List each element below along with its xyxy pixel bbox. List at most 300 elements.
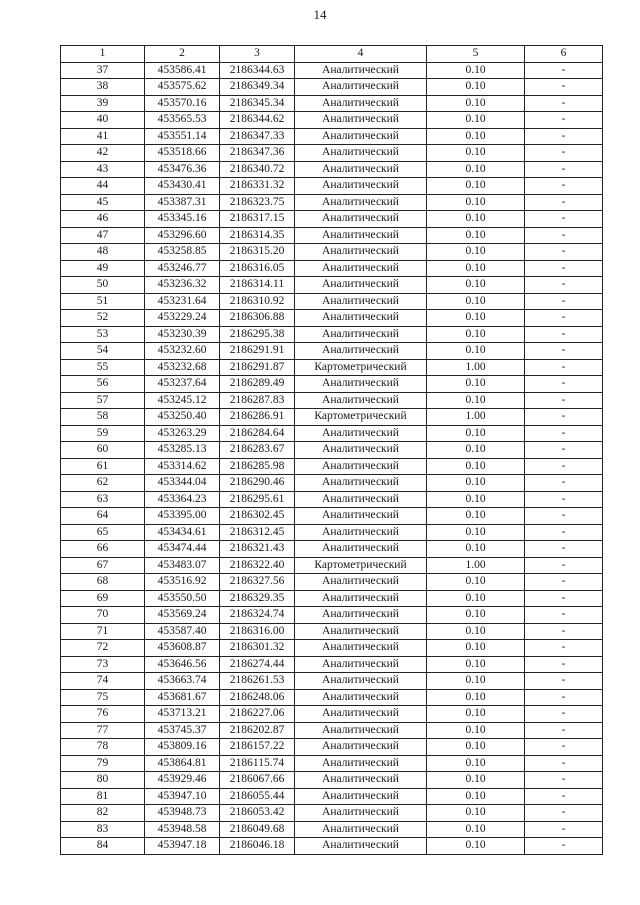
method-cell: Аналитический [295,194,427,211]
method-cell: Аналитический [295,178,427,195]
point-number-cell: 81 [61,788,145,805]
y-coordinate-cell: 2186324.74 [220,607,295,624]
y-coordinate-cell: 2186344.63 [220,62,295,79]
accuracy-cell: 0.10 [427,145,525,162]
description-cell: - [525,706,603,723]
accuracy-cell: 0.10 [427,821,525,838]
y-coordinate-cell: 2186315.20 [220,244,295,261]
table-row [61,821,603,838]
description-cell: - [525,491,603,508]
y-coordinate-cell: 2186301.32 [220,640,295,657]
method-cell: Аналитический [295,244,427,261]
point-number-cell: 50 [61,277,145,294]
accuracy-cell: 0.10 [427,706,525,723]
x-coordinate-cell: 453745.37 [145,722,220,739]
y-coordinate-cell: 2186291.91 [220,343,295,360]
table-row [61,359,603,376]
table-row [61,95,603,112]
method-cell: Аналитический [295,656,427,673]
table-row [61,706,603,723]
accuracy-cell: 0.10 [427,458,525,475]
table-row [61,623,603,640]
table-row [61,557,603,574]
x-coordinate-cell: 453947.18 [145,838,220,855]
x-coordinate-cell: 453434.61 [145,524,220,541]
method-cell: Аналитический [295,376,427,393]
table-row [61,343,603,360]
point-number-cell: 56 [61,376,145,393]
method-cell: Аналитический [295,277,427,294]
description-cell: - [525,194,603,211]
accuracy-cell: 0.10 [427,376,525,393]
accuracy-cell: 0.10 [427,161,525,178]
point-number-cell: 53 [61,326,145,343]
method-cell: Аналитический [295,293,427,310]
method-cell: Аналитический [295,541,427,558]
accuracy-cell: 0.10 [427,178,525,195]
point-number-cell: 82 [61,805,145,822]
point-number-cell: 62 [61,475,145,492]
accuracy-cell: 0.10 [427,656,525,673]
accuracy-cell: 1.00 [427,409,525,426]
table-row [61,541,603,558]
accuracy-cell: 0.10 [427,244,525,261]
accuracy-cell: 0.10 [427,128,525,145]
point-number-cell: 61 [61,458,145,475]
x-coordinate-cell: 453229.24 [145,310,220,327]
point-number-cell: 42 [61,145,145,162]
method-cell: Аналитический [295,673,427,690]
y-coordinate-cell: 2186329.35 [220,590,295,607]
description-cell: - [525,574,603,591]
x-coordinate-cell: 453231.64 [145,293,220,310]
method-cell: Аналитический [295,79,427,96]
description-cell: - [525,376,603,393]
accuracy-cell: 0.10 [427,227,525,244]
description-cell: - [525,788,603,805]
y-coordinate-cell: 2186287.83 [220,392,295,409]
y-coordinate-cell: 2186115.74 [220,755,295,772]
description-cell: - [525,244,603,261]
point-number-cell: 64 [61,508,145,525]
method-cell: Аналитический [295,425,427,442]
y-coordinate-cell: 2186283.67 [220,442,295,459]
accuracy-cell: 1.00 [427,557,525,574]
accuracy-cell: 0.10 [427,772,525,789]
accuracy-cell: 0.10 [427,673,525,690]
y-coordinate-cell: 2186284.64 [220,425,295,442]
point-number-cell: 58 [61,409,145,426]
accuracy-cell: 0.10 [427,343,525,360]
point-number-cell: 72 [61,640,145,657]
method-cell: Аналитический [295,574,427,591]
point-number-cell: 39 [61,95,145,112]
y-coordinate-cell: 2186314.35 [220,227,295,244]
table-row [61,326,603,343]
accuracy-cell: 0.10 [427,640,525,657]
accuracy-cell: 0.10 [427,722,525,739]
accuracy-cell: 0.10 [427,277,525,294]
y-coordinate-cell: 2186295.61 [220,491,295,508]
description-cell: - [525,689,603,706]
method-cell: Картометрический [295,359,427,376]
description-cell: - [525,656,603,673]
description-cell: - [525,128,603,145]
y-coordinate-cell: 2186291.87 [220,359,295,376]
description-cell: - [525,79,603,96]
table-row [61,79,603,96]
x-coordinate-cell: 453565.53 [145,112,220,129]
y-coordinate-cell: 2186302.45 [220,508,295,525]
description-cell: - [525,310,603,327]
method-cell: Аналитический [295,590,427,607]
table-row [61,524,603,541]
y-coordinate-cell: 2186046.18 [220,838,295,855]
x-coordinate-cell: 453364.23 [145,491,220,508]
x-coordinate-cell: 453663.74 [145,673,220,690]
y-coordinate-cell: 2186274.44 [220,656,295,673]
point-number-cell: 40 [61,112,145,129]
point-number-cell: 77 [61,722,145,739]
y-coordinate-cell: 2186331.32 [220,178,295,195]
point-number-cell: 41 [61,128,145,145]
table-row [61,722,603,739]
accuracy-cell: 0.10 [427,442,525,459]
y-coordinate-cell: 2186202.87 [220,722,295,739]
table-row [61,689,603,706]
method-cell: Аналитический [295,145,427,162]
method-cell: Аналитический [295,128,427,145]
table-row [61,805,603,822]
point-number-cell: 84 [61,838,145,855]
accuracy-cell: 0.10 [427,62,525,79]
accuracy-cell: 0.10 [427,425,525,442]
accuracy-cell: 0.10 [427,524,525,541]
description-cell: - [525,640,603,657]
point-number-cell: 66 [61,541,145,558]
column-header-6: 6 [525,46,603,63]
point-number-cell: 48 [61,244,145,261]
x-coordinate-cell: 453430.41 [145,178,220,195]
description-cell: - [525,557,603,574]
y-coordinate-cell: 2186157.22 [220,739,295,756]
point-number-cell: 55 [61,359,145,376]
x-coordinate-cell: 453476.36 [145,161,220,178]
method-cell: Аналитический [295,392,427,409]
table-row [61,491,603,508]
method-cell: Аналитический [295,442,427,459]
table-row [61,772,603,789]
y-coordinate-cell: 2186306.88 [220,310,295,327]
x-coordinate-cell: 453263.29 [145,425,220,442]
x-coordinate-cell: 453864.81 [145,755,220,772]
method-cell: Аналитический [295,95,427,112]
description-cell: - [525,772,603,789]
method-cell: Аналитический [295,722,427,739]
method-cell: Аналитический [295,772,427,789]
point-number-cell: 38 [61,79,145,96]
table-row [61,442,603,459]
point-number-cell: 45 [61,194,145,211]
x-coordinate-cell: 453236.32 [145,277,220,294]
table-row [61,128,603,145]
accuracy-cell: 0.10 [427,293,525,310]
y-coordinate-cell: 2186316.05 [220,260,295,277]
point-number-cell: 49 [61,260,145,277]
method-cell: Аналитический [295,343,427,360]
column-header-5: 5 [427,46,525,63]
x-coordinate-cell: 453395.00 [145,508,220,525]
method-cell: Аналитический [295,260,427,277]
x-coordinate-cell: 453551.14 [145,128,220,145]
table-row [61,409,603,426]
x-coordinate-cell: 453608.87 [145,640,220,657]
description-cell: - [525,227,603,244]
x-coordinate-cell: 453575.62 [145,79,220,96]
x-coordinate-cell: 453345.16 [145,211,220,228]
x-coordinate-cell: 453809.16 [145,739,220,756]
point-number-cell: 69 [61,590,145,607]
point-number-cell: 74 [61,673,145,690]
point-number-cell: 73 [61,656,145,673]
accuracy-cell: 0.10 [427,79,525,96]
point-number-cell: 70 [61,607,145,624]
description-cell: - [525,95,603,112]
accuracy-cell: 0.10 [427,310,525,327]
description-cell: - [525,475,603,492]
table-row [61,607,603,624]
y-coordinate-cell: 2186312.45 [220,524,295,541]
accuracy-cell: 0.10 [427,574,525,591]
table-row [61,194,603,211]
y-coordinate-cell: 2186349.34 [220,79,295,96]
x-coordinate-cell: 453232.60 [145,343,220,360]
y-coordinate-cell: 2186347.36 [220,145,295,162]
x-coordinate-cell: 453314.62 [145,458,220,475]
x-coordinate-cell: 453586.41 [145,62,220,79]
method-cell: Аналитический [295,62,427,79]
description-cell: - [525,409,603,426]
y-coordinate-cell: 2186327.56 [220,574,295,591]
y-coordinate-cell: 2186345.34 [220,95,295,112]
method-cell: Аналитический [295,706,427,723]
method-cell: Аналитический [295,739,427,756]
description-cell: - [525,392,603,409]
description-cell: - [525,508,603,525]
accuracy-cell: 0.10 [427,541,525,558]
method-cell: Аналитический [295,607,427,624]
point-number-cell: 83 [61,821,145,838]
method-cell: Аналитический [295,821,427,838]
table-row [61,755,603,772]
table-row [61,62,603,79]
table-row [61,475,603,492]
x-coordinate-cell: 453245.12 [145,392,220,409]
y-coordinate-cell: 2186055.44 [220,788,295,805]
method-cell: Аналитический [295,211,427,228]
x-coordinate-cell: 453237.64 [145,376,220,393]
description-cell: - [525,112,603,129]
table-row [61,310,603,327]
point-number-cell: 59 [61,425,145,442]
accuracy-cell: 0.10 [427,95,525,112]
accuracy-cell: 0.10 [427,838,525,855]
method-cell: Аналитический [295,508,427,525]
accuracy-cell: 0.10 [427,590,525,607]
method-cell: Картометрический [295,409,427,426]
y-coordinate-cell: 2186289.49 [220,376,295,393]
description-cell: - [525,277,603,294]
page-number: 14 [313,7,327,22]
y-coordinate-cell: 2186340.72 [220,161,295,178]
method-cell: Аналитический [295,112,427,129]
table-row [61,739,603,756]
x-coordinate-cell: 453681.67 [145,689,220,706]
accuracy-cell: 0.10 [427,755,525,772]
table-row [61,145,603,162]
description-cell: - [525,722,603,739]
method-cell: Аналитический [295,788,427,805]
accuracy-cell: 0.10 [427,211,525,228]
table-row [61,788,603,805]
description-cell: - [525,326,603,343]
table-row [61,244,603,261]
accuracy-cell: 0.10 [427,788,525,805]
x-coordinate-cell: 453474.44 [145,541,220,558]
table-row [61,260,603,277]
method-cell: Аналитический [295,623,427,640]
description-cell: - [525,458,603,475]
y-coordinate-cell: 2186261.53 [220,673,295,690]
description-cell: - [525,838,603,855]
method-cell: Аналитический [295,161,427,178]
table-row [61,161,603,178]
x-coordinate-cell: 453713.21 [145,706,220,723]
method-cell: Аналитический [295,310,427,327]
description-cell: - [525,425,603,442]
description-cell: - [525,755,603,772]
table-row [61,178,603,195]
x-coordinate-cell: 453516.92 [145,574,220,591]
method-cell: Аналитический [295,755,427,772]
y-coordinate-cell: 2186322.40 [220,557,295,574]
point-number-cell: 47 [61,227,145,244]
x-coordinate-cell: 453948.58 [145,821,220,838]
method-cell: Аналитический [295,805,427,822]
method-cell: Картометрический [295,557,427,574]
column-header-3: 3 [220,46,295,63]
x-coordinate-cell: 453947.10 [145,788,220,805]
y-coordinate-cell: 2186285.98 [220,458,295,475]
table-row [61,640,603,657]
y-coordinate-cell: 2186317.15 [220,211,295,228]
point-number-cell: 51 [61,293,145,310]
accuracy-cell: 0.10 [427,475,525,492]
method-cell: Аналитический [295,458,427,475]
description-cell: - [525,260,603,277]
y-coordinate-cell: 2186248.06 [220,689,295,706]
point-number-cell: 43 [61,161,145,178]
table-row [61,838,603,855]
method-cell: Аналитический [295,640,427,657]
accuracy-cell: 0.10 [427,194,525,211]
point-number-cell: 75 [61,689,145,706]
description-cell: - [525,590,603,607]
point-number-cell: 37 [61,62,145,79]
description-cell: - [525,607,603,624]
method-cell: Аналитический [295,475,427,492]
x-coordinate-cell: 453250.40 [145,409,220,426]
accuracy-cell: 0.10 [427,326,525,343]
column-header-2: 2 [145,46,220,63]
y-coordinate-cell: 2186347.33 [220,128,295,145]
y-coordinate-cell: 2186049.68 [220,821,295,838]
x-coordinate-cell: 453285.13 [145,442,220,459]
description-cell: - [525,673,603,690]
y-coordinate-cell: 2186321.43 [220,541,295,558]
accuracy-cell: 0.10 [427,491,525,508]
column-header-4: 4 [295,46,427,63]
description-cell: - [525,821,603,838]
y-coordinate-cell: 2186295.38 [220,326,295,343]
y-coordinate-cell: 2186323.75 [220,194,295,211]
table-body [61,62,603,854]
description-cell: - [525,623,603,640]
table-row [61,590,603,607]
accuracy-cell: 0.10 [427,508,525,525]
x-coordinate-cell: 453550.50 [145,590,220,607]
table-row [61,227,603,244]
description-cell: - [525,178,603,195]
description-cell: - [525,805,603,822]
method-cell: Аналитический [295,524,427,541]
point-number-cell: 60 [61,442,145,459]
point-number-cell: 68 [61,574,145,591]
accuracy-cell: 0.10 [427,739,525,756]
table-row [61,392,603,409]
method-cell: Аналитический [295,326,427,343]
accuracy-cell: 1.00 [427,359,525,376]
accuracy-cell: 0.10 [427,260,525,277]
description-cell: - [525,293,603,310]
x-coordinate-cell: 453570.16 [145,95,220,112]
description-cell: - [525,541,603,558]
y-coordinate-cell: 2186227.06 [220,706,295,723]
point-number-cell: 46 [61,211,145,228]
description-cell: - [525,62,603,79]
coordinates-table [60,45,603,855]
x-coordinate-cell: 453258.85 [145,244,220,261]
x-coordinate-cell: 453230.39 [145,326,220,343]
point-number-cell: 71 [61,623,145,640]
table-row [61,508,603,525]
description-cell: - [525,145,603,162]
point-number-cell: 65 [61,524,145,541]
y-coordinate-cell: 2186053.42 [220,805,295,822]
point-number-cell: 54 [61,343,145,360]
table-row [61,458,603,475]
x-coordinate-cell: 453296.60 [145,227,220,244]
method-cell: Аналитический [295,227,427,244]
x-coordinate-cell: 453587.40 [145,623,220,640]
x-coordinate-cell: 453518.66 [145,145,220,162]
accuracy-cell: 0.10 [427,392,525,409]
accuracy-cell: 0.10 [427,623,525,640]
method-cell: Аналитический [295,838,427,855]
y-coordinate-cell: 2186290.46 [220,475,295,492]
x-coordinate-cell: 453569.24 [145,607,220,624]
table-row [61,277,603,294]
